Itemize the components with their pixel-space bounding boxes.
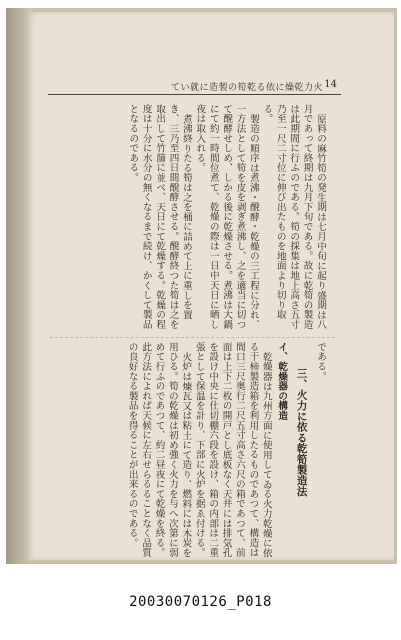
paragraph: 煮沸終りたる筍は之を桶に詰めて上に重しを置き、三乃至四日間醗酵させる。醗酵終つた筍は之を取出して竹篩に並べ、天日にて乾燥する。乾燥の程度は十分に水分の無くなるまで続け、かくして製品となるのである。 [127,104,192,330]
lower-text-block [75,342,327,564]
header-rule [48,94,341,95]
paragraph: 火炉は煉瓦又は粘土にて造り、燃料には木炭を用ひる。筍の乾燥は初め強く火力を与へ次第に弱めて行ふのであつて、約二昼夜にて乾燥を終る。此方法によれば天候に左右せらるることなく品質の良好なる製品を得ることが出来るのである。 [126,342,192,558]
running-header: てい就に造製の筍乾る依に燥乾力火 [170,83,323,93]
paragraph: 乾燥器は九州方面に使用してゐる火力乾燥に依る干柿製造箱を利用したるものであつて、構造は間口三尺奥行二尺五寸高さ六尺の箱であつて、前面は上下二枚の開戸とし底板なく天井には排気孔を設け中央に仕切棚六段を設け、箱の内部は二重張として保温を計り、下部に火炉を据ゑ付ける。 [193,342,272,558]
page-number: 14 [324,79,337,90]
paragraph: 製造の順序は煮沸・醗酵・乾燥の三工程に分れ、一方法として筍を皮を剥ぎ煮沸し、之を適当に切つて醗酵せしめ、しかる後に乾燥させる。煮沸は大鍋にて約一時間位煮て、乾燥の際は一日中天日に晒し夜は取入れる。 [194,104,259,330]
paragraph: である。 [315,342,326,382]
section-heading: 三、火力に依る乾筍製造法 [295,368,308,497]
block-divider [50,337,335,338]
sub-heading: イ、乾燥器の構造 [276,342,288,421]
paragraph: 原料の麻竹筍の発生期は七月中旬に起り盛期は八月であって終期は九月下旬である。故に乾筍の製造は此期間に行ふのである。筍の採集は地上高さ五寸乃至一尺二寸位に伸び出たものを地面より切り取る。 [261,104,326,330]
upper-text-block [75,104,327,336]
image-id-caption: 20030070126_P018 [129,594,272,610]
